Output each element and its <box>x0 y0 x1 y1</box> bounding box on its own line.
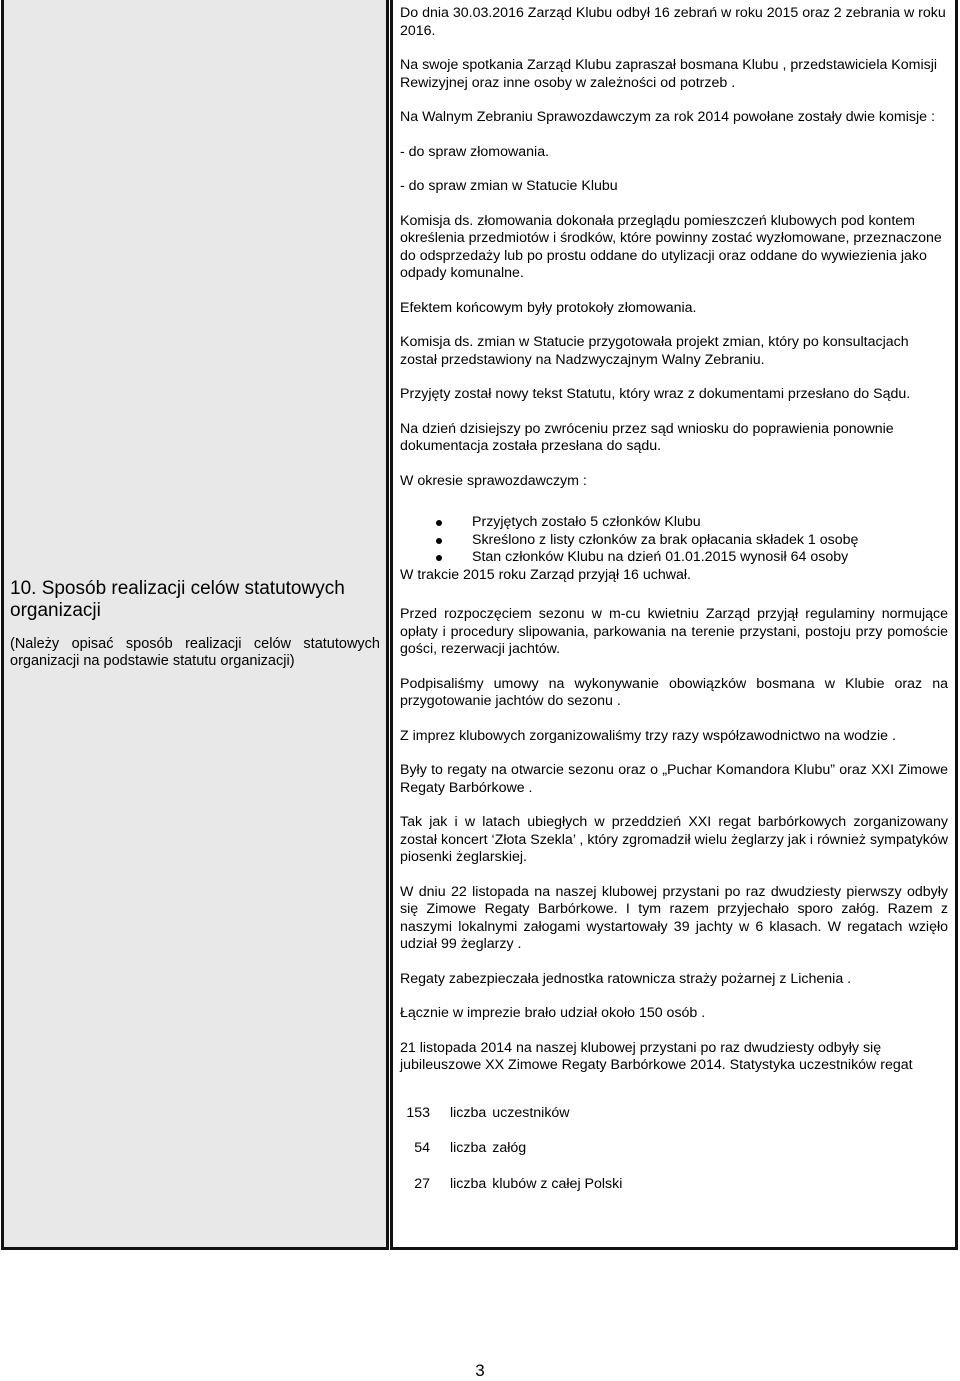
paragraph-competitions: Z imprez klubowych zorganizowaliśmy trzy razy współzawodnictwo na wodzie . <box>400 727 896 744</box>
stat-label: klubów z całej Polski <box>492 1175 623 1192</box>
paragraph-invitations: Na swoje spotkania Zarząd Klubu zapraszał bosmana Klubu , przedstawiciela Komisji Rewizyjnej oraz inne osoby w zależności od potrzeb . <box>400 57 938 91</box>
paragraph-scrap-result: Efektem końcowym były protokoły złomowania. <box>400 299 697 316</box>
paragraph-board-meetings: Do dnia 30.03.2016 Zarząd Klubu odbył 16 zebrań w roku 2015 oraz 2 zebrania w roku 2016. <box>400 5 946 39</box>
section-title: 10. Sposób realizacji celów statutowych organizacji <box>10 578 345 621</box>
stat-value: 153 <box>406 1104 430 1121</box>
section-label-column <box>1 0 389 1250</box>
page-number: 3 <box>475 1361 485 1380</box>
stat-value: 27 <box>414 1175 430 1192</box>
stat-word: liczba <box>450 1140 487 1156</box>
paragraph-statute-draft: Komisja ds. zmian w Statucie przygotowała projekt zmian, który po konsultacjach został przedstawiony na Nadzwyczajnym Walny Zebraniu. <box>400 334 909 368</box>
paragraph-resolutions: W trakcie 2015 roku Zarząd przyjął 16 uchwał. <box>400 566 691 583</box>
paragraph-regulations: Przed rozpoczęciem sezonu w m-cu kwietniu Zarząd przyjął regulaminy normujące opłaty i procedury slipowania, parkowania na terenie przystani, postoju przy pomoście gości, rezerwacji jachtów. <box>400 606 948 657</box>
table-row <box>400 1105 622 1141</box>
paragraph-reporting-period: W okresie sprawozdawczym : <box>400 472 587 489</box>
stat-value: 54 <box>414 1140 430 1156</box>
paragraph-committee-scrap: - do spraw złomowania. <box>400 143 550 160</box>
list-item <box>436 514 948 532</box>
paragraph-winter-regatta: W dniu 22 listopada na naszej klubowej przystani po raz dwudziesty pierwszy odbyły się Zimowe Regaty Barbórkowe. I tym razem przyjechało sporo załóg. Razem z naszymi lokalnymi załogami wystartowały 39 jachty w 6 klasach. W regatach wzięło udział 99 żeglarzy . <box>400 883 948 952</box>
table-row <box>400 1176 622 1212</box>
paragraph-jubilee-regatta: 21 listopada 2014 na naszej klubowej przystani po raz dwudziesty odbyły się jubileuszowe XX Zimowe Regaty Barbórkowe 2014. Statystyka uczestników regat <box>400 1039 913 1073</box>
paragraph-concert: Tak jak i w latach ubiegłych w przeddzień XXI regat barbórkowych zorganizowany został koncert ‘Złota Szekla’ , który zgromadził wielu żeglarzy jak i również sympatyków piosenki żeglarskiej. <box>400 814 948 865</box>
paragraph-court-documents: Na dzień dzisiejszy po zwróceniu przez sąd wniosku do poprawienia ponownie dokumentacja została przesłana do sądu. <box>400 420 894 454</box>
list-item <box>436 532 948 550</box>
stat-word: liczba <box>450 1104 487 1121</box>
stat-label: załóg <box>492 1140 527 1156</box>
paragraph-participants-total: Łącznie w imprezie brało udział około 150 osób . <box>400 1005 706 1021</box>
regatta-statistics-table <box>400 1105 622 1212</box>
bullet-icon <box>436 555 442 561</box>
section-instruction: (Należy opisać sposób realizacji celów statutowych organizacji na podstawie statutu organizacji) <box>10 636 380 669</box>
paragraph-regattas: Były to regaty na otwarcie sezonu oraz o „Puchar Komandora Klubu” oraz XXI Zimowe Regaty Barbórkowe . <box>400 762 948 796</box>
paragraph-scrap-review: Komisja ds. złomowania dokonała przeglądu pomieszczeń klubowych pod kontem określenia przedmiotów i środków, które powinny zostać wyzłomowane, przeznaczone do odsprzedaży lub po prostu oddane do utylizacji oraz oddane do wywiezienia jako odpady komunalne. <box>400 212 942 281</box>
stat-word: liczba <box>450 1175 487 1192</box>
table-row <box>400 1140 622 1176</box>
paragraph-rescue-unit: Regaty zabezpieczała jednostka ratownicza straży pożarnej z Lichenia . <box>400 970 852 987</box>
list-item-text: Stan członków Klubu na dzień 01.01.2015 wynosił 64 osoby <box>472 549 849 565</box>
paragraph-statute-adopted: Przyjęty został nowy tekst Statutu, który wraz z dokumentami przesłano do Sądu. <box>400 386 911 402</box>
list-item-text: Skreślono z listy członków za brak opłacania składek 1 osobę <box>472 531 859 548</box>
section-header <box>10 578 380 670</box>
paragraph-committees: Na Walnym Zebraniu Sprawozdawczym za rok 2014 powołane zostały dwie komisje : <box>400 109 935 125</box>
section-content-column <box>390 0 958 1250</box>
paragraph-boatswain: Podpisaliśmy umowy na wykonywanie obowiązków bosmana w Klubie oraz na przygotowanie jachtów do sezonu . <box>400 675 948 709</box>
section-content <box>400 5 948 1211</box>
bullet-icon <box>436 538 442 544</box>
list-item <box>436 549 948 567</box>
stat-label: uczestników <box>492 1104 570 1121</box>
list-item-text: Przyjętych zostało 5 członków Klubu <box>472 514 701 530</box>
paragraph-committee-statute: - do spraw zmian w Statucie Klubu <box>400 178 618 194</box>
membership-list <box>400 514 948 567</box>
bullet-icon <box>436 520 442 526</box>
